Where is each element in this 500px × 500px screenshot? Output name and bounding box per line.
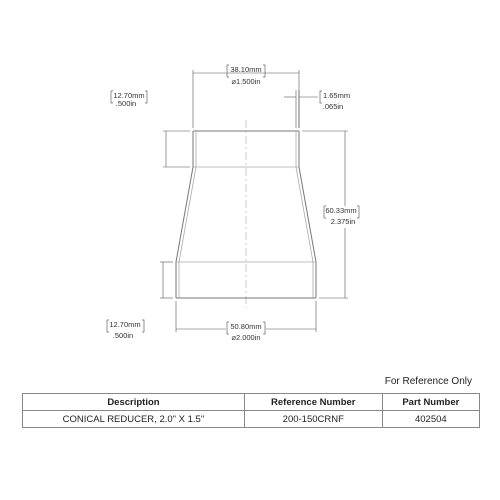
cone-section xyxy=(176,167,316,262)
table-row xyxy=(23,411,480,428)
top-diameter-in: ⌀1.500in xyxy=(231,77,261,86)
top-diameter-dimension xyxy=(193,65,299,128)
wall-thickness-dimension xyxy=(284,90,350,128)
spec-table xyxy=(22,393,480,428)
overall-height-in: 2.375in xyxy=(330,217,356,226)
cell-reference-number: 200-150CRNF xyxy=(244,411,382,428)
wall-in: .065in xyxy=(322,102,344,111)
header-description: Description xyxy=(23,394,245,411)
header-reference-number: Reference Number xyxy=(244,394,382,411)
top-diameter-mm: 38.10mm xyxy=(230,65,262,74)
cell-description: CONICAL REDUCER, 2.0" X 1.5" xyxy=(23,411,245,428)
bottom-length-dimension xyxy=(107,262,173,340)
cell-part-number: 402504 xyxy=(382,411,479,428)
overall-height-mm: 60.33mm xyxy=(325,206,357,215)
reference-note: For Reference Only xyxy=(384,376,472,387)
header-part-number: Part Number xyxy=(382,394,479,411)
bottom-length-in: .500in xyxy=(112,331,134,340)
wall-mm: 1.65mm xyxy=(323,91,351,100)
top-length-dimension xyxy=(111,91,190,167)
bottom-diameter-in: ⌀2.000in xyxy=(231,333,261,342)
top-length-in: .500in xyxy=(115,99,137,108)
bottom-length-mm: 12.70mm xyxy=(109,320,141,329)
top-length-mm: 12.70mm xyxy=(113,91,145,100)
overall-height-dimension xyxy=(302,131,359,298)
table-header-row xyxy=(23,394,480,411)
bottom-diameter-mm: 50.80mm xyxy=(230,322,262,331)
